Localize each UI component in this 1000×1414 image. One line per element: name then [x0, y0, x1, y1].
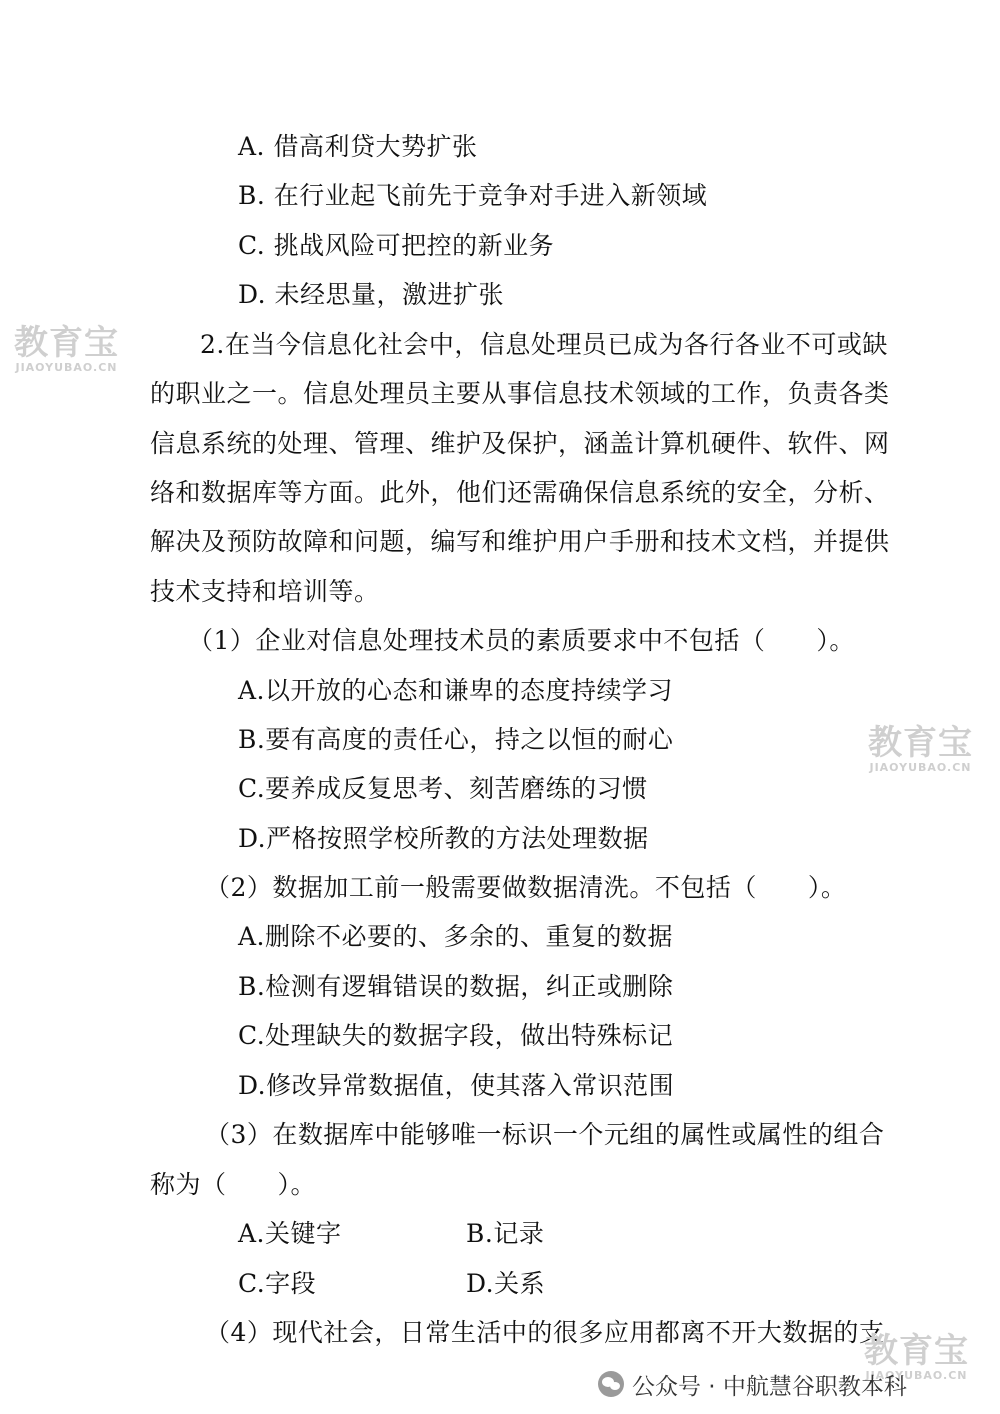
watermark-logo: 教育宝 — [14, 323, 119, 363]
text-line: 技术支持和培训等。 — [150, 577, 380, 606]
text-line: A.关键字 — [238, 1219, 342, 1248]
wechat-icon — [598, 1371, 624, 1397]
text-line: B.要有高度的责任心，持之以恒的耐心 — [238, 725, 674, 754]
text-line: A.删除不必要的、多余的、重复的数据 — [238, 922, 674, 951]
text-line: D.修改异常数据值，使其落入常识范围 — [238, 1071, 675, 1100]
text-line: 2.在当今信息化社会中，信息处理员已成为各行各业不可或缺 — [200, 330, 888, 359]
text-line: 解决及预防故障和问题，编写和维护用户手册和技术文档，并提供 — [150, 527, 890, 556]
text-line: （4）现代社会，日常生活中的很多应用都离不开大数据的支 — [205, 1318, 885, 1347]
text-line: D.严格按照学校所教的方法处理数据 — [238, 824, 649, 853]
watermark-domain: JIAOYUBAO.CN — [865, 1369, 968, 1382]
text-line: C. 挑战风险可把控的新业务 — [238, 231, 555, 260]
text-line: A.以开放的心态和谦卑的态度持续学习 — [238, 676, 674, 705]
wechat-footer — [598, 1362, 907, 1406]
text-line: A. 借高利贷大势扩张 — [238, 132, 478, 161]
text-line: 信息系统的处理、管理、维护及保护，涵盖计算机硬件、软件、网 — [150, 429, 890, 458]
watermark-right — [868, 723, 973, 774]
text-line: D. 未经思量，激进扩张 — [238, 280, 505, 309]
text-line: B.记录 — [466, 1219, 545, 1248]
watermark-logo: 教育宝 — [868, 723, 973, 763]
text-line: B.检测有逻辑错误的数据，纠正或删除 — [238, 972, 674, 1001]
text-line: C.要养成反复思考、刻苦磨练的习惯 — [238, 774, 648, 803]
text-line: （3）在数据库中能够唯一标识一个元组的属性或属性的组合 — [205, 1120, 885, 1149]
text-line: （1）企业对信息处理技术员的素质要求中不包括（ ）。 — [188, 626, 855, 655]
text-line: C.字段 — [238, 1269, 317, 1298]
text-line: 的职业之一。信息处理员主要从事信息技术领域的工作，负责各类 — [150, 379, 890, 408]
text-line: B. 在行业起飞前先于竞争对手进入新领域 — [238, 181, 708, 210]
text-line: D.关系 — [466, 1269, 546, 1298]
watermark-domain: JIAOYUBAO.CN — [15, 361, 118, 374]
text-line: （2）数据加工前一般需要做数据清洗。不包括（ ）。 — [205, 873, 847, 902]
watermark-logo: 教育宝 — [864, 1331, 969, 1371]
text-line: 称为（ ）。 — [150, 1170, 317, 1199]
watermark-domain: JIAOYUBAO.CN — [869, 761, 972, 774]
text-line: C.处理缺失的数据字段，做出特殊标记 — [238, 1021, 674, 1050]
text-line: 络和数据库等方面。此外，他们还需确保信息系统的安全，分析、 — [150, 478, 890, 507]
watermark-left — [14, 323, 119, 374]
footer-text: 公众号 · 中航慧谷职教本科 — [632, 1373, 907, 1400]
